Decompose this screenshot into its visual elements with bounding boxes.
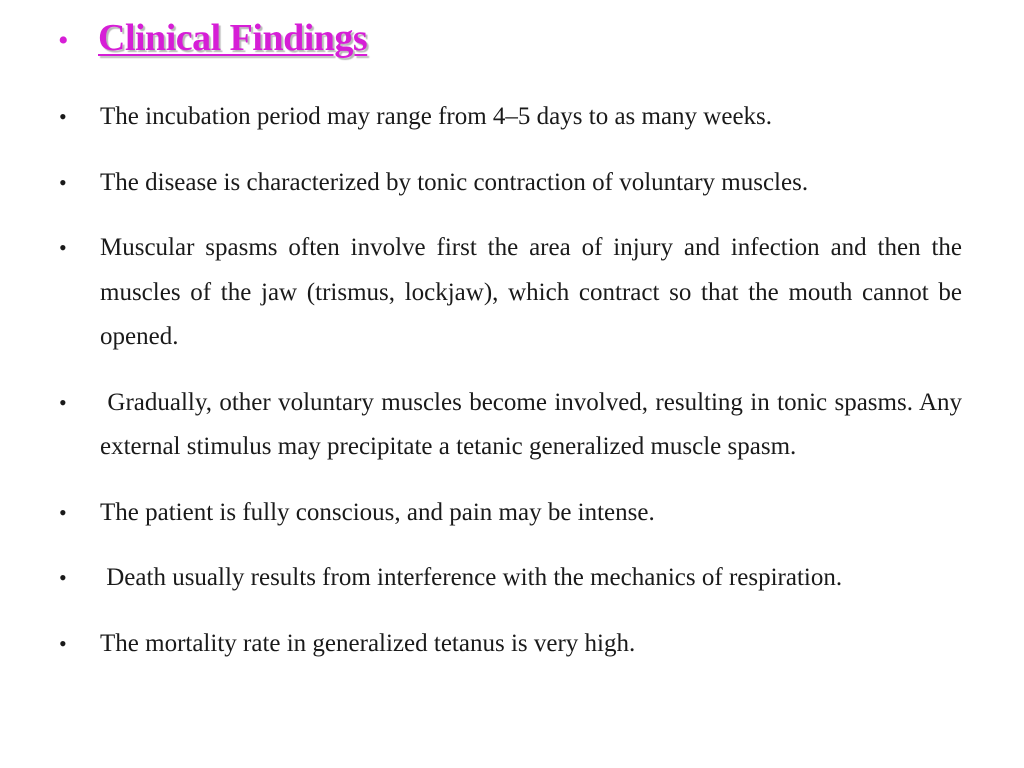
list-item [56,381,969,470]
list-item-text: Death usually results from interference with the mechanics of respiration. [100,564,843,591]
list-item-text: The incubation period may range from 4–5 days to as many weeks. [100,103,773,130]
title-bullet: • [58,24,69,57]
bullet-marker: • [59,104,67,129]
list-item [56,226,962,360]
list-item [56,95,962,140]
list-item [56,556,962,601]
list-item [56,622,962,667]
title-row [58,16,367,60]
bullet-marker: • [59,235,67,260]
bullet-marker: • [59,630,67,656]
list-item-text: The patient is fully conscious, and pain may be intense. [100,498,655,526]
list-item [56,491,962,536]
list-item-text: Muscular spasms often involve first the area of injury and infection and then the muscles of the jaw (trismus, lockjaw), which contract so that the mouth cannot be opened. [100,234,962,350]
bullet-marker: • [59,389,67,415]
bullet-marker: • [59,499,67,525]
bullet-marker: • [59,169,67,195]
list-item [56,161,962,206]
list-item-text: The disease is characterized by tonic contraction of voluntary muscles. [100,168,809,196]
slide-title: Clinical Findings [98,17,368,59]
bullet-list [56,95,969,687]
list-item-text: Gradually, other voluntary muscles become involved, resulting in tonic spasms. Any external stimulus may precipitate a tetanic generalized muscle spasm. [100,388,969,460]
list-item-text: The mortality rate in generalized tetanus is very high. [100,629,636,657]
bullet-marker: • [59,565,67,590]
